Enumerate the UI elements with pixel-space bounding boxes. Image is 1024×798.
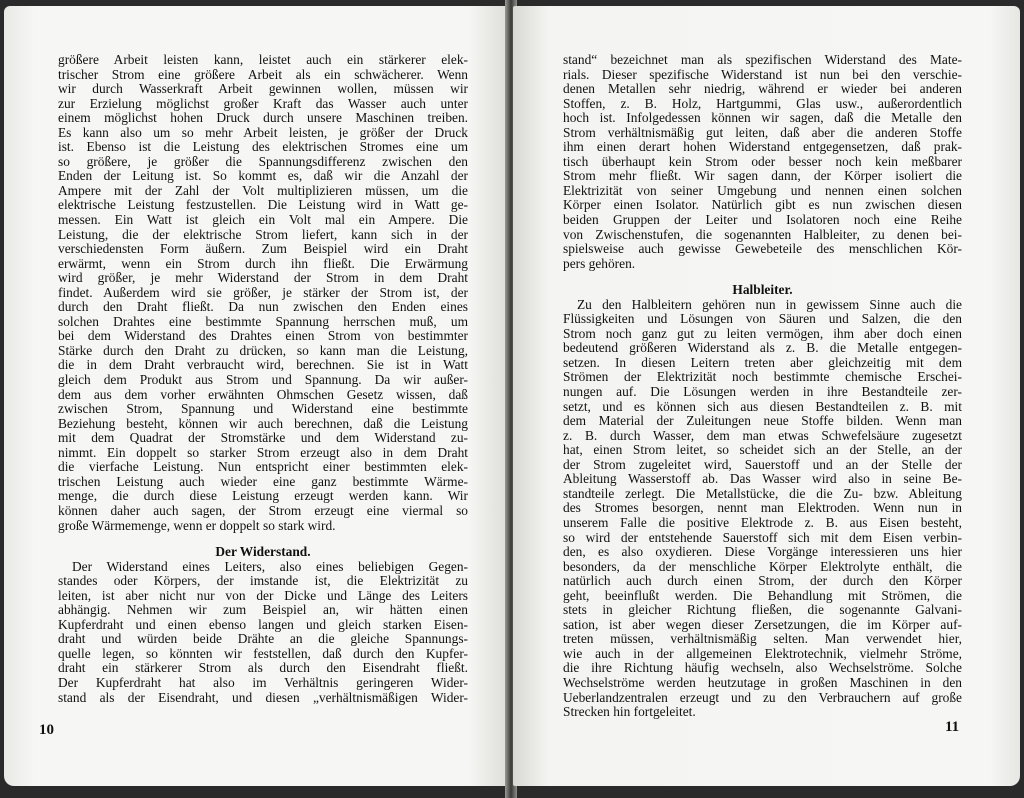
text-line: gleich dem Produkt aus Strom und Spannung. Da wir außer- [58,373,468,388]
text-line: wir durch Wasserkraft Arbeit gewinnen wollen, müssen wir [58,82,468,97]
text-line: ist. Ebenso ist die Leistung des elektrischen Stromes eine um [58,140,468,155]
text-line: Strecken hin fortgeleitet. [563,705,696,720]
text-line: Ueberlandzentralen erzeugt und zu den Verbrauchern auf große [563,690,962,705]
text-line: des Stromes besorgen, nennt man Elektroden. Wenn nun in [563,501,962,516]
section-heading: Halbleiter. [732,282,793,298]
text-line: Ampere mit der Zahl der Volt multiplizieren müssen, um die [58,183,468,198]
text-line: Flüssigkeiten und Lösungen von Säuren und Salzen, die den [563,312,962,327]
text-line: Körper einen Isolator. Natürlich gibt es nun zwischen diesen [563,198,962,213]
text-line: Strömen der Elektrizität noch bestimmte chemische Erschei- [563,370,962,385]
text-line: Stärke durch den Draht zu drücken, so kann man die Leistung, [58,343,468,358]
text-line: die vierfache Leistung. Nun entspricht einer bestimmten elek- [58,460,468,475]
text-line: quelle legen, so könnten wir feststellen, daß durch den Kupfer- [58,646,468,661]
text-line: die in dem Draht verbraucht wird, berechnen. Sie ist in Watt [58,358,468,373]
text-line: den, es also oxydieren. Diese Vorgänge interessieren uns hier [563,545,962,560]
text-line: setzt, und es können sich aus diesen Bestandteilen z. B. mit [563,399,962,414]
text-line: beiden Gruppen der Leiter und Isolatoren noch eine Reihe [563,213,962,228]
text-line: pers gehören. [563,256,636,271]
text-line: draht ein stärkerer Strom als durch den Eisendraht fließt. [58,661,468,676]
text-line: einem möglichst hohen Druck durch unsere Maschinen treiben. [58,111,468,126]
text-line: tisch überhaupt kein Strom oder besser noch kein meßbarer [563,154,962,169]
text-line: größere Arbeit leisten kann, leistet auch ein stärkerer elek- [58,53,468,67]
text-line: dem Material der Zuleitungen neue Stoffe bilden. Wenn man [563,414,962,429]
text-line: Zu den Halbleitern gehören nun in gewissem Sinne auch die [577,297,962,312]
text-line: spielsweise auch gewisse Gewebeteile des menschlichen Kör- [563,242,962,257]
text-line: wird größer, je mehr Widerstand der Strom in dem Draht [58,271,468,286]
text-line: hoch ist. Infolgedessen können wir sagen, daß die Metalle den [563,111,962,126]
text-line: von Zwischenstufen, die sogenannten Halbleiter, zu denen bei- [563,227,962,242]
text-line: Stoffen, z. B. Holz, Hartgummi, Glas usw., außerordentlich [563,96,962,111]
text-line: natürlich auch durch einen Strom, der durch den Körper [563,574,962,589]
text-line: besonders, da der menschliche Körper Elektrolyte enthält, die [563,559,962,574]
text-line: dem aus dem vorher erwähnten Ohmschen Gesetz wissen, daß [58,387,468,402]
text-line: können daher auch sagen, der Strom erzeugt eine viermal so [58,503,468,518]
section-heading: Der Widerstand. [215,544,311,560]
text-line: zur Erzielung möglichst großer Kraft das Wasser auch unter [58,96,468,111]
text-line: Strom verhältnismäßig gut leiten, daß aber die anderen Stoffe [563,125,962,140]
text-line: Enden der Leitung ist. So kommt es, daß wir die Anzahl der [58,169,468,184]
text-line: standes oder Körpers, der imstande ist, die Elektrizität zu [58,574,468,589]
text-line: z. B. durch Wasser, dem man etwas Schwefelsäure zugesetzt [563,428,962,443]
text-line: wie auch in der allgemeinen Elektrotechnik, vielmehr Ströme, [563,646,962,661]
right-page-number: 11 [945,719,960,735]
left-page-number: 10 [39,722,54,738]
text-line: Kupferdraht und einen ebenso langen und gleich starken Eisen- [58,617,468,632]
text-line: so wird der entstehende Sauerstoff sich mit dem Eisen verbin- [563,530,962,545]
right-page [513,6,1020,786]
text-line: erwärmt, wenn ein Strom durch ihn fließt. Die Erwärmung [58,256,468,271]
text-line: bedeutend größeren Widerstand als z. B. die Metalle entgegen- [563,341,962,356]
text-line: menge, die durch diese Leistung erzeugt werden kann. Wir [58,489,468,504]
text-line: standteile zerlegt. Die Metallstücke, die die Zu- bzw. Ableitung [563,486,962,501]
text-line: denen Metallen sehr niedrig, während er wieder bei anderen [563,82,962,97]
text-line: ihm einen derart hohen Widerstand entgegensetzen, daß prak- [563,140,962,155]
text-line: geht, beeinflußt werden. Die Behandlung mit Strömen, die [563,588,962,603]
text-line: stand als der Eisendraht, und diesen „verhältnismäßigen Wider- [58,690,468,705]
left-page [4,6,509,786]
text-line: trischer Strom eine größere Arbeit als ein schwächerer. Wenn [58,67,468,82]
text-line: stets in gleicher Richtung fließen, die sogenannte Galvani- [563,603,962,618]
text-line: rials. Dieser spezifische Widerstand ist nun bei den verschie- [563,67,962,82]
text-line: trischen Leistung auch wieder eine ganz bestimmte Wärme- [58,474,468,489]
text-line: Ableitung Wasserstoff ab. Das Wasser wird also in seine Be- [563,472,962,487]
text-line: bei dem Widerstand des Drahtes einen Strom von bestimmter [58,329,468,344]
text-line: verschiedensten Form äußern. Zum Beispiel wird ein Draht [58,242,468,257]
text-line: solchen Drahtes eine bestimmte Spannung herrschen muß, um [58,314,468,329]
text-line: stand“ bezeichnet man als spezifischen Widerstand des Mate- [563,53,962,67]
text-line: zwischen Strom, Spannung und Widerstand eine bestimmte [58,402,468,417]
text-line: Leistung, die der elektrische Strom liefert, kann sich in der [58,227,468,242]
text-line: Wechselströme werden heutzutage in großen Maschinen in den [563,675,962,690]
text-line: Elektrizität von seiner Umgebung und nennen einen solchen [563,183,962,198]
text-line: Es kann also um so mehr Arbeit leisten, je größer der Druck [58,125,468,140]
text-line: große Wärmemenge, wenn er doppelt so stark wird. [58,518,336,533]
text-line: die ihre Richtung häufig wechseln, also Wechselströme. Solche [563,661,962,676]
text-line: Der Kupferdraht hat also im Verhältnis geringeren Wider- [58,675,468,690]
text-line: Beziehung besteht, können wir auch berechnen, daß die Leistung [58,416,468,431]
text-line: der Strom zugeleitet wird, Sauerstoff und an der Stelle der [563,457,962,472]
text-line: findet. Außerdem wird sie größer, je stärker der Strom ist, der [58,285,468,300]
text-line: abhängig. Nehmen wir zum Beispiel an, wir hätten einen [58,603,468,618]
text-line: mit dem Quadrat der Stromstärke und dem Widerstand zu- [58,431,468,446]
text-line: Strom mehr fließt. Wir sagen dann, der Körper isoliert die [563,169,962,184]
text-line: unserem Falle die positive Elektrode z. B. aus Eisen besteht, [563,515,962,530]
text-line: messen. Ein Watt ist gleich ein Volt mal ein Ampere. Die [58,213,468,228]
text-line: setzen. In diesen Leitern treten aber gleichzeitig mit dem [563,355,962,370]
text-line: Der Widerstand eines Leiters, also eines beliebigen Gegen- [72,559,468,574]
text-line: nungen auf. Die Lösungen werden in ihre Bestandteile zer- [563,385,962,400]
text-line: treten müssen, verhältnismäßig selten. Man verwendet hier, [563,632,962,647]
text-line: so größere, je größer die Spannungsdifferenz zwischen den [58,154,468,169]
text-line: hat, einen Strom leitet, so scheidet sich an der Stelle, an der [563,443,962,458]
text-line: leiten, ist aber nicht nur von der Dicke und Länge des Leiters [58,588,468,603]
text-line: draht und würden beide Drähte an die gleiche Spannungs- [58,632,468,647]
text-line: Strom noch ganz gut zu leiten vermögen, ihm aber doch einen [563,326,962,341]
text-line: sation, ist aber wegen dieser Zersetzungen, die im Körper auf- [563,617,962,632]
right-page-body [563,53,962,720]
left-page-body [58,53,468,705]
text-line: durch den Draht fließt. Da nun zwischen den Enden eines [58,300,468,315]
text-line: nimmt. Ein doppelt so starker Strom erzeugt also in dem Draht [58,445,468,460]
text-line: elektrische Leistung festzustellen. Die Leistung wird in Watt ge- [58,198,468,213]
